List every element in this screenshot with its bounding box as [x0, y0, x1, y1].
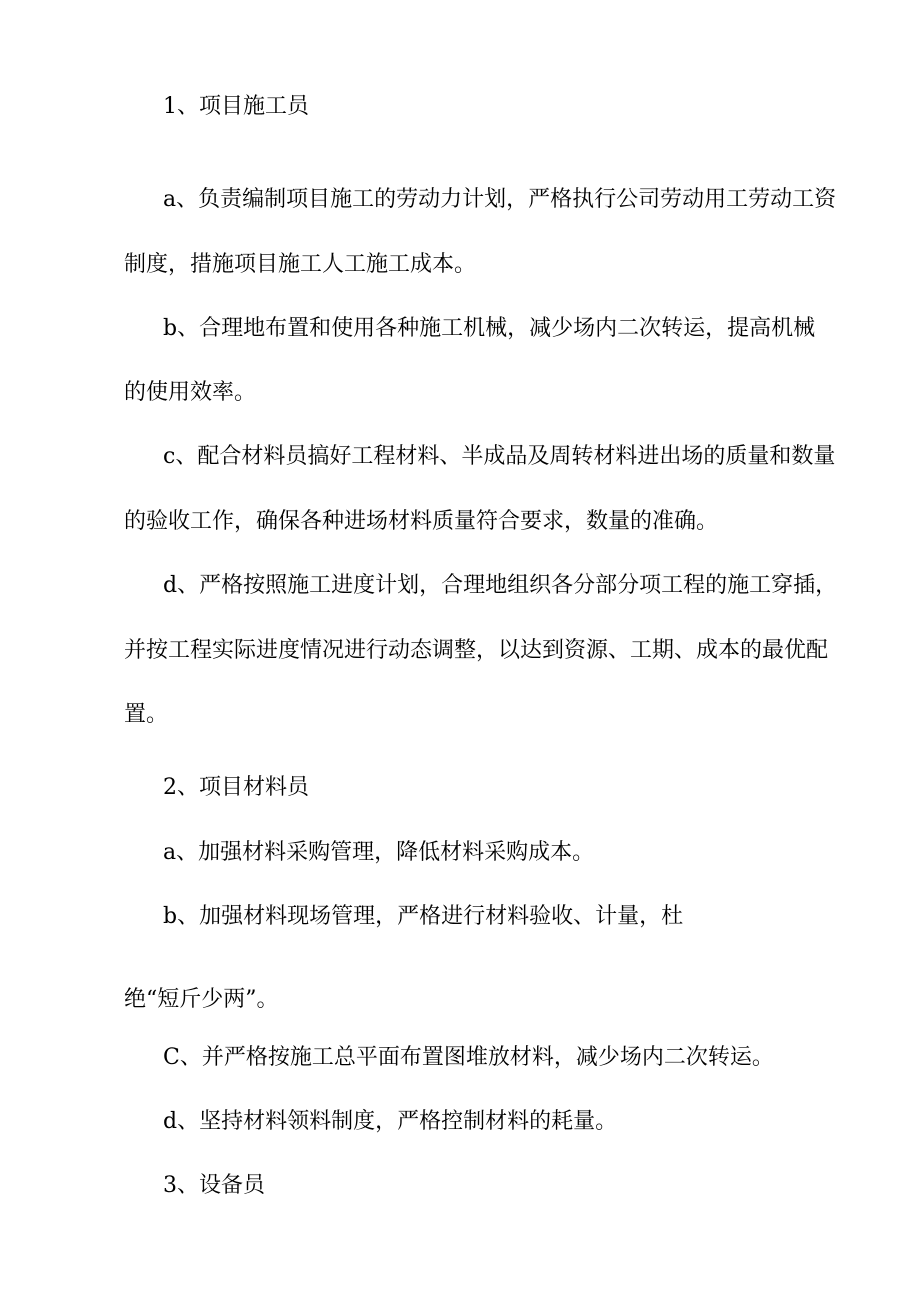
paragraph-line: 制度，措施项目施工人工施工成本。	[124, 252, 477, 277]
paragraph-line: 的使用效率。	[124, 380, 257, 405]
section-heading-equipment-worker: 3、设备员	[163, 1173, 265, 1198]
section-heading-construction-worker: 1、项目施工员	[163, 94, 309, 119]
paragraph-line: b、合理地布置和使用各种施工机械，减少场内二次转运，提高机械	[163, 316, 816, 341]
paragraph-line: b、加强材料现场管理，严格进行材料验收、计量，杜	[163, 904, 684, 929]
paragraph-line: c、配合材料员搞好工程材料、半成品及周转材料进出场的质量和数量	[163, 444, 836, 469]
paragraph-line: d、严格按照施工进度计划，合理地组织各分部分项工程的施工穿插，	[163, 573, 838, 598]
paragraph-line: 绝“短斤少两”。	[124, 987, 279, 1012]
paragraph-line: 置。	[124, 702, 169, 727]
paragraph-line: a、负责编制项目施工的劳动力计划，严格执行公司劳动用工劳动工资	[163, 187, 837, 212]
paragraph-line: a、加强材料采购管理，降低材料采购成本。	[163, 840, 595, 865]
paragraph-line: d、坚持材料领料制度，严格控制材料的耗量。	[163, 1109, 618, 1134]
paragraph-line: C、并严格按施工总平面布置图堆放材料，减少场内二次转运。	[163, 1045, 774, 1070]
paragraph-line: 并按工程实际进度情况进行动态调整，以达到资源、工期、成本的最优配	[124, 638, 829, 663]
section-heading-material-worker: 2、项目材料员	[163, 775, 309, 800]
paragraph-line: 的验收工作，确保各种进场材料质量符合要求，数量的准确。	[124, 509, 719, 534]
